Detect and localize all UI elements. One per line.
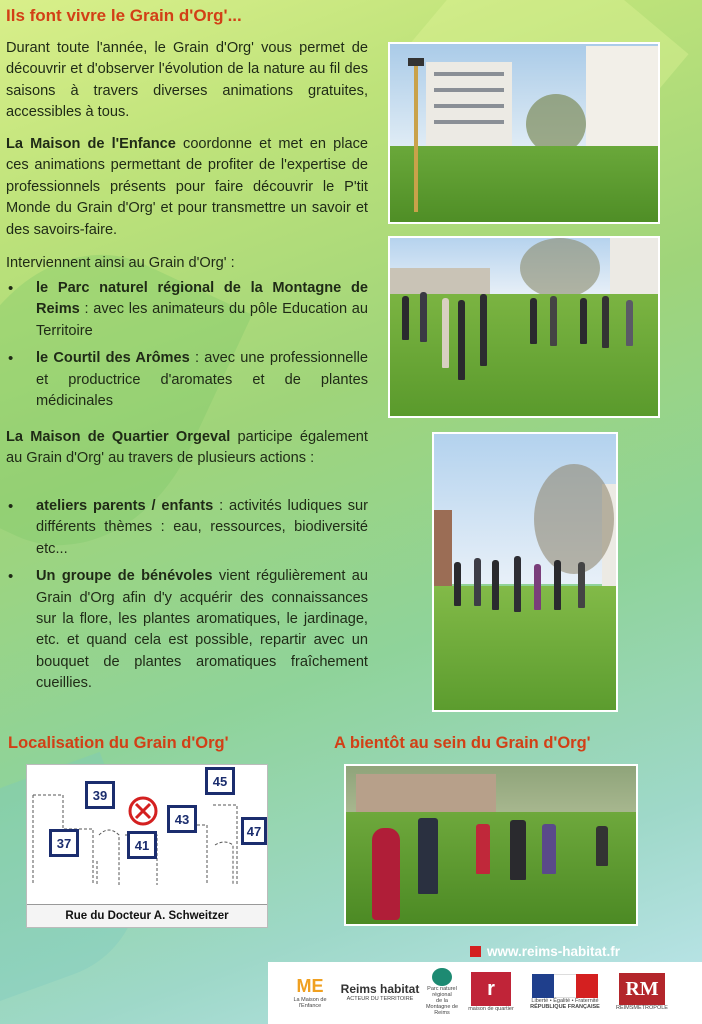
list-item-lead: Un groupe de bénévoles <box>36 568 213 585</box>
street-name: Rue du Docteur A. Schweitzer <box>27 904 267 927</box>
list-item <box>6 278 368 342</box>
logo-name: Liberté • Égalité • Fraternité <box>531 998 599 1004</box>
interviennent-heading: Interviennent ainsi au Grain d'Org' : <box>6 255 235 271</box>
logo-sub: maison de quartier <box>468 1006 514 1012</box>
list-item <box>6 348 368 412</box>
website-url[interactable]: www.reims-habitat.fr <box>487 944 621 959</box>
map-lot-41: 41 <box>127 831 157 859</box>
list-item-text: : avec une professionnelle et productrice d'aromates et de plantes médicinales <box>36 350 368 410</box>
logo-name: r <box>471 972 511 1006</box>
republique-francaise-logo-icon <box>522 968 608 1016</box>
bientot-heading: A bientôt au sein du Grain d'Org' <box>334 734 591 752</box>
reims-habitat-logo-icon <box>340 968 420 1016</box>
list-item-lead: le Parc naturel régional de la Montagne de Reims <box>36 280 368 318</box>
partner-logos <box>268 962 702 1024</box>
maison-enfance-lead: La Maison de l'Enfance <box>6 136 176 152</box>
logo-name: ME <box>296 975 324 996</box>
intro-paragraph: Durant toute l'année, le Grain d'Org' vous permet de découvrir et d'observer l'évolution de la nature au fil des saisons à travers diverses animations gratuites, accessibles à tous. <box>6 40 368 121</box>
page-title: Ils font vivre le Grain d'Org'... <box>6 6 242 25</box>
maison-quartier-text: participe également au Grain d'Org' au travers de plusieurs actions : <box>6 429 368 467</box>
logo-name: RM <box>619 973 665 1005</box>
parc-naturel-logo-icon <box>424 968 460 1016</box>
children-garden-photo <box>344 764 638 926</box>
logo-sub: de la Montagne de Reims <box>425 998 459 1016</box>
map-lot-37: 37 <box>49 829 79 857</box>
list-item-text: vient régulièrement au Grain d'Org afin d'y acquérir des connaissances sur la flore, les plantes aromatiques, le jardinage, etc. et quand cela est possible, repartir avec un bouquet de plantes aromatiques fraîchement cueillies. <box>36 568 368 692</box>
website-link[interactable] <box>470 944 620 959</box>
list-item-lead: ateliers parents / enfants <box>36 498 214 514</box>
maison-enfance-paragraph <box>6 134 368 241</box>
map-lot-47: 47 <box>241 817 267 845</box>
garden-photo-buildings <box>388 42 660 224</box>
location-map <box>26 764 268 928</box>
maison-quartier-lead: La Maison de Quartier Orgeval <box>6 429 231 445</box>
red-square-icon <box>470 946 481 957</box>
actions-list <box>6 496 368 701</box>
map-lot-45: 45 <box>205 767 235 795</box>
map-lot-43: 43 <box>167 805 197 833</box>
maison-enfance-text: coordonne et met en place ces animations permettant de profiter de l'expertise de professionnels présents pour faire découvrir le P'tit Monde du Grain d'Org' et pour transmettre un savoir et des savoirs-faire. <box>6 136 368 238</box>
logo-sub: RÉPUBLIQUE FRANÇAISE <box>530 1004 600 1010</box>
maison-quartier-logo-icon <box>468 968 514 1016</box>
garden-photo-group <box>388 236 660 418</box>
location-marker-icon <box>127 795 159 827</box>
logo-sub: ACTEUR DU TERRITOIRE <box>346 996 414 1002</box>
list-item-text: : activités ludiques sur différents thèmes : eau, ressources, biodiversité etc... <box>36 498 368 557</box>
logo-sub: La Maison de l'Enfance <box>293 996 327 1009</box>
garden-photo-tree <box>432 432 618 712</box>
maison-quartier-paragraph <box>6 427 368 470</box>
intervenants-list <box>6 278 368 418</box>
localisation-heading: Localisation du Grain d'Org' <box>8 734 229 752</box>
list-item <box>6 566 368 694</box>
logo-name: Parc naturel régional <box>427 986 457 998</box>
reims-metropole-logo-icon <box>614 968 670 1016</box>
logo-name: Reims habitat <box>340 982 420 996</box>
list-item <box>6 496 368 560</box>
me-logo-icon <box>282 968 338 1016</box>
list-item-text: : avec les animateurs du pôle Education au Territoire <box>36 301 368 339</box>
list-item-lead: le Courtil des Arômes <box>36 350 190 367</box>
logo-sub: REIMSMETROPOLE <box>616 1005 668 1011</box>
map-lot-39: 39 <box>85 781 115 809</box>
